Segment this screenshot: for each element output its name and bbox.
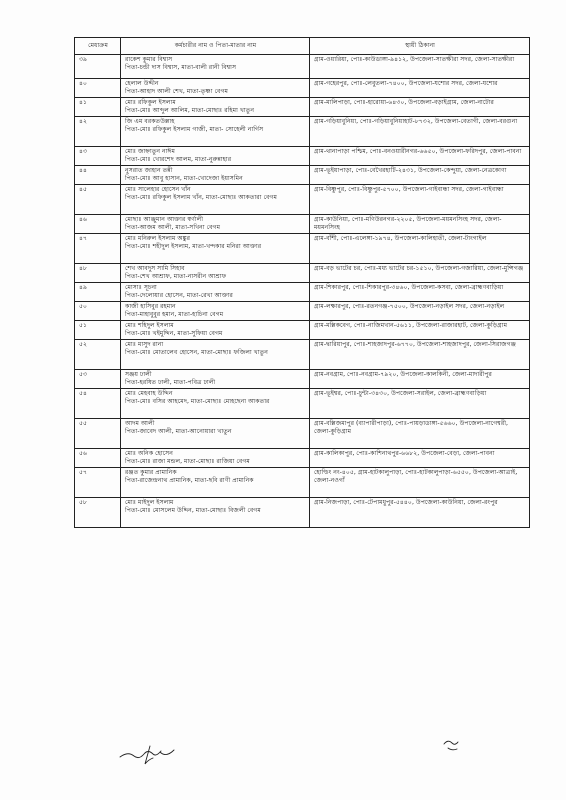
parents-name: পিতা-চন্ডী দাস বিশ্বাস, মাতা-বালী রানী বিশ্বাস — [125, 63, 237, 71]
table-row — [75, 449, 530, 468]
table-row — [75, 389, 530, 419]
permanent-address: গ্রাম-বল্লিজমাপুর (ব্যাপারীপাড়া), পোঃ-পায়ড়াডাঙ্গা-৫৬৬০, উপজেলা-নাগেশ্বরী, জেলা-কুড়িগ্রাম — [310, 419, 530, 449]
merit-number: ৪৩ — [75, 147, 121, 166]
name-cell — [121, 468, 310, 498]
employee-name: মোঃ মনিরুল ইসলাম অঙ্কুর — [125, 235, 190, 242]
name-cell — [121, 166, 310, 185]
employee-name: হেলাল উদ্দীন — [125, 80, 159, 87]
parents-name: পিতা-শেখ আশ্রাফ, মাতা-নাসরীন আশ্রাফ — [125, 272, 227, 280]
table-row — [75, 340, 530, 370]
parents-name: পিতা-মোঃ বসির আহমেদ, মাতা-মোছাঃ মোহছেনা আকতার — [125, 397, 270, 405]
name-cell — [121, 98, 310, 117]
permanent-address: গ্রাম-নবগ্রাম, পোঃ-নবগ্রাম-৭৯২০, উপজেলা-কালকিনী, জেলা-মাদারীপুর — [310, 370, 530, 389]
permanent-address: গ্রাম-বড় ভাটের চর, পোঃ-মধ্য ভাটের চর-১৫১০, উপজেলা-গজারিয়া, জেলা-মুন্সিগঞ্জ — [310, 264, 530, 283]
employee-name: মোঃ মেহবাহ উদ্দিন — [125, 390, 173, 397]
employee-name: মোঃ জাহ্নাতুন নাঈম — [125, 148, 175, 155]
table-row — [75, 79, 530, 98]
parents-name: পিতা-হরষিত ঢালী, মাতা-পবিত্র ঢালী — [125, 378, 216, 386]
merit-number: ৪৪ — [75, 166, 121, 185]
table-row — [75, 302, 530, 321]
permanent-address: গ্রাম-দ্বারিয়াপুর, পোঃ-শাহজাদপুর-৬৭৭০, উপজেলা-শাহজাদপুর, জেলা-সিরাজগঞ্জ — [310, 340, 530, 370]
employee-name: রঞ্জত কুমার প্রামানিক — [125, 469, 177, 476]
parents-name: পিতা-মোঃ মোতালেব হোসেন, মাতা-মোছাঃ ফজিলা খাতুন — [125, 348, 268, 356]
table-row — [75, 98, 530, 117]
signature-left — [120, 746, 174, 764]
name-cell — [121, 147, 310, 166]
permanent-address: গ্রাম-কালিকাপুর, পোঃ-কাশিনাথপুর-৬৬৮২, উপজেলা-বেড়া, জেলা-পাবনা — [310, 449, 530, 468]
parents-name: পিতা-মোঃ মোসলেম উদ্দিন, মাতা-মোছাঃ বিজলী বেগম — [125, 506, 261, 514]
employee-name: শেখ আবদুস সামি সিহাব — [125, 265, 185, 272]
name-cell — [121, 389, 310, 419]
merit-number: ৫৮ — [75, 498, 121, 528]
table-row — [75, 498, 530, 528]
permanent-address: গ্রাম-গড়িয়াবুনিয়া, পোঃ-গড়িয়াবুনিয়াহাট-৮৭৩২, উপজেলা-বেতাগী, জেলা-বরগুনা — [310, 117, 530, 147]
merit-number: ৫৫ — [75, 419, 121, 449]
permanent-address: গ্রাম-বিষ্ণুপুর, পোঃ-বিষ্ণুপুর-৫৭০০, উপজেলা-গাইবান্ধা সদর, জেলা-গাইবান্ধা — [310, 185, 530, 215]
permanent-address: গ্রাম-ওয়ারিয়া, পোঃ-কাউডাঙ্গা-৯৪১২, উপজেলা-সাতক্ষীরা সদর, জেলা-সাতক্ষীরা — [310, 55, 530, 79]
employee-table — [74, 37, 530, 528]
permanent-address: গ্রাম-ভূইয়াপাড়া, পোঃ-বেখৈরহাটি-২৪৩১, উপজেলা-কেন্দুয়া, জেলা-নেত্রকোণা — [310, 166, 530, 185]
parents-name: পিতা-মোঃ রাজা মন্ডল, মাতা-মোছাঃ রাজিয়া বেগম — [125, 457, 250, 465]
employee-name: মোঃ রফিকুল ইসলাম — [125, 99, 176, 106]
table-row — [75, 283, 530, 302]
name-cell — [121, 419, 310, 449]
table-row — [75, 264, 530, 283]
name-cell — [121, 264, 310, 283]
permanent-address: গ্রাম-নিজপাড়া, পোঃ-টেপামধুপুর-৫৪৪০, উপজেলা-কাউনিয়া, জেলা-রংপুর — [310, 498, 530, 528]
merit-number: ৪১ — [75, 98, 121, 117]
table-row — [75, 55, 530, 79]
name-cell — [121, 340, 310, 370]
parents-name: পিতা-জাবেদ আলী, মাতা-আনোয়ারা খাতুন — [125, 427, 232, 435]
employee-name: জি এম বরকতউল্লাহ — [125, 118, 175, 125]
employee-name: সঞ্জয় ঢালী — [125, 371, 152, 378]
name-cell — [121, 283, 310, 302]
name-cell — [121, 302, 310, 321]
table-row — [75, 166, 530, 185]
header-merit: মেধাক্রম — [75, 38, 121, 55]
permanent-address: গ্রাম-থানাপাড়া পশ্চিম, পোঃ-বনওয়ারীনগর-৬৬৫০, উপজেলা-ফরিদপুর, জেলা-পাবনা — [310, 147, 530, 166]
table-row — [75, 117, 530, 147]
name-cell — [121, 370, 310, 389]
permanent-address: গ্রাম-গহেরপুর, পোঃ-লেবুতলা-৭৪০০, উপজেলা-যশোর সদর, জেলা-যশোর — [310, 79, 530, 98]
parents-name: পিতা-মোঃ খোরশেদ আলম, মাতা-নুরুন্নাহার — [125, 155, 232, 163]
parents-name: পিতা-মোঃ শহীদুল ইসলাম, মাতা-খন্দকার মনিরা আক্তার — [125, 242, 262, 250]
parents-name: পিতা-আজম আলী, মাতা-সখিনা বেগম — [125, 223, 221, 231]
merit-number: ৫৬ — [75, 449, 121, 468]
employee-name: রাকেশ কুমার বিশ্বাস — [125, 56, 173, 63]
table-row — [75, 321, 530, 340]
table-row — [75, 419, 530, 449]
employee-name: নুসরাত জাহান তন্নী — [125, 167, 173, 174]
merit-number: ৪৬ — [75, 215, 121, 234]
name-cell — [121, 321, 310, 340]
merit-number: ৪০ — [75, 79, 121, 98]
merit-number: ৫৪ — [75, 389, 121, 419]
parents-name: পিতা-মোঃ খইমুদ্দিন, মাতা-সুফিয়া বেগম — [125, 329, 223, 337]
parents-name: পিতা-মোঃ রফিকুল ইসলাম খাঁন, মাতা-মোছাঃ আকতারা বেগম — [125, 193, 277, 201]
permanent-address: গ্রাম-শিকারপুর, পোঃ-শিকারপুর-৩৪৬০, উপজেলা-কসবা, জেলা-ব্রাহ্মণবাড়িয়া — [310, 283, 530, 302]
merit-number: ৪৭ — [75, 234, 121, 264]
employee-name: মোঃ সালেহার হোসেন খাঁন — [125, 186, 191, 193]
employee-name: আদম আলী — [125, 420, 155, 427]
permanent-address: গ্রাম-কাউনিয়া, পোঃ-মণিউরনগর-২২০৫, উপজেলা-ময়মনসিংহ সদর, জেলা-ময়মনসিংহ — [310, 215, 530, 234]
name-cell — [121, 215, 310, 234]
merit-number: ৩৯ — [75, 55, 121, 79]
name-cell — [121, 449, 310, 468]
employee-name: মোছাঃ আঞ্জুমান আক্তার স্বর্ণালী — [125, 216, 204, 223]
table-row — [75, 185, 530, 215]
merit-number: ৪৫ — [75, 185, 121, 215]
permanent-address: গ্রাম-মল্লিকবেগ, পোঃ-নাজিমখান-৫৬১১, উপজেলা-রাজারহাট, জেলা-কুড়িগ্রাম — [310, 321, 530, 340]
permanent-address: গ্রাম-মালিপাড়া, পোঃ-হারোয়া-৬৪৩০, উপজেলা-বড়াইগ্রাম, জেলা-নাটোর — [310, 98, 530, 117]
name-cell — [121, 117, 310, 147]
signature-right — [444, 741, 458, 750]
parents-name: পিতা-মোঃ রফিকুল ইসলাম গাজী, মাতা- সোহেলী নার্গিস — [125, 125, 264, 133]
table-body — [75, 55, 530, 528]
header-name: কর্মচারীর নাম ও পিতা-মাতার নাম — [121, 38, 310, 55]
employee-name: মোঃ মাইদুল ইসলাম — [125, 499, 174, 506]
name-cell — [121, 185, 310, 215]
parents-name: পিতা-মাহাবুবুর হমান, মাতা-হাচিনা বেগম — [125, 310, 224, 318]
merit-number: ৫৩ — [75, 370, 121, 389]
merit-number: ৫২ — [75, 340, 121, 370]
table-header-row — [75, 38, 530, 55]
employee-name: মোঃ মাসুদ রানা — [125, 341, 164, 348]
permanent-address: গ্রাম-বাঁশী, পোঃ-এলেঙ্গা-১৯৭৪, উপজেলা-কালিহাতী, জেলা-টাংগাইল — [310, 234, 530, 264]
employee-name: কাজী হাসিবুর রহমান — [125, 303, 176, 310]
permanent-address: হোল্ডিং নং-৪০৫, গ্রাম-হাটকালুপাড়া, পোঃ-হাটকালুপাড়া-৬৫৫০, উপজেলা-আত্রাই, জেলা-নওগাঁ — [310, 468, 530, 498]
table-row — [75, 147, 530, 166]
merit-number: ৫০ — [75, 302, 121, 321]
header-address: স্থায়ী ঠিকানা — [310, 38, 530, 55]
employee-name: মোসাঃ সূচনা — [125, 284, 157, 291]
parents-name: পিতা-মোঃ আব্দুল আলিম, মাতা-মোছাঃ রহিমা খাতুন — [125, 106, 255, 114]
name-cell — [121, 498, 310, 528]
permanent-address: গ্রাম-ভূইশ্বর, পোঃ-চুন্টা-৩৪৩০, উপজেলা-সরাইল, জেলা-ব্রাহ্মণবাড়িয়া — [310, 389, 530, 419]
employee-name: মোঃ অনিক হোসেন — [125, 450, 173, 457]
merit-number: ৪৯ — [75, 283, 121, 302]
employee-name: মোঃ শহিদুল ইসলাম — [125, 322, 174, 329]
merit-number: ৪৮ — [75, 264, 121, 283]
parents-name: পিতা-আহাদ আলী শেখ, মাতা-তৃষ্ণা বেগম — [125, 87, 228, 95]
parents-name: পিতা-মোঃ আবু হাসান, মাতা-খোদেজা ইয়াসমিন — [125, 174, 243, 182]
parents-name: পিতা-দেলোয়ার হোসেন, মাতা-রেখা আক্তার — [125, 291, 233, 299]
table-row — [75, 468, 530, 498]
name-cell — [121, 79, 310, 98]
merit-number: ৪২ — [75, 117, 121, 147]
permanent-address: গ্রাম-লক্ষারপুর, পোঃ-রতনগঞ্জ-৭৫০০, উপজেলা-নড়াইল সদর, জেলা-নড়াইল — [310, 302, 530, 321]
table-row — [75, 234, 530, 264]
table-row — [75, 370, 530, 389]
merit-number: ৫৭ — [75, 468, 121, 498]
name-cell — [121, 234, 310, 264]
merit-number: ৫১ — [75, 321, 121, 340]
name-cell — [121, 55, 310, 79]
parents-name: পিতা-রাজেন্দ্রনাথ প্রামানিক, মাতা-ছবি রাণী প্রামানিক — [125, 476, 254, 484]
table-row — [75, 215, 530, 234]
